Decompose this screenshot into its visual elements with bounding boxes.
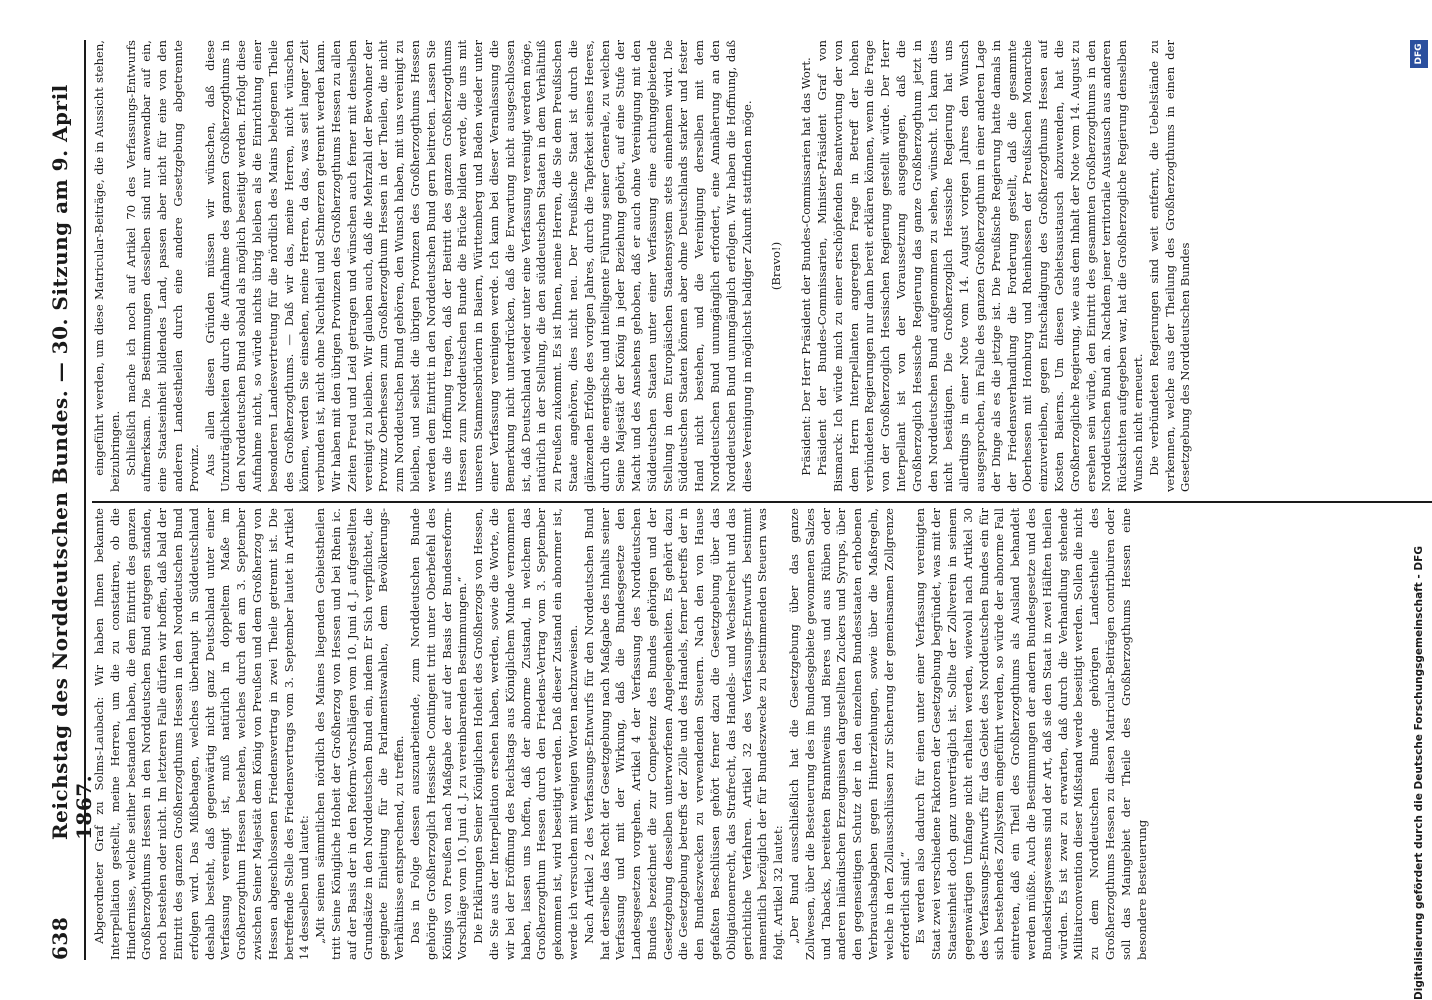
page-number: 638 [48, 916, 72, 960]
right-column [92, 40, 1432, 492]
paragraph: Das in Folge dessen auszuarbeitende, zum Norddeutschen Bunde gehörige Großherzoglich Hessische Contingent tritt unter Oberbefehl des Königs von Preußen nach Maßgabe der auf der Basis der Bundesreform-Vorschläge vom 10. Juni d. J. zu vereinbarenden Bestimmungen.“ [407, 508, 470, 960]
paragraph: Die Erklärungen Seiner Königlichen Hoheit des Großherzogs von Hessen, die Sie aus der Interpellation ersehen haben, werden, sowie die Worte, die wir bei der Eröffnung des Reichstags aus Königlichem Munde vernommen haben, lassen uns hoffen, daß der abnorme Zustand, in welchem das Großherzogthum Hessen durch den Friedens-Vertrag vom 3. September gekommen ist, wird beseitigt werden. Daß dieser Zustand ein abnormer ist, werde ich versuchen mit wenigen Worten nachzuweisen. [471, 508, 580, 960]
running-title: Reichstag des Norddeutschen Bundes. — 30. Sitzung am 9. April 1867. [48, 84, 96, 840]
paragraph: Nach Artikel 2 des Verfassungs-Entwurfs für den Norddeutschen Bund hat derselbe das Recht der Gesetzgebung nach Maßgabe des Inhalts seiner Verfassung und mit der Wirkung, daß die Bundesgesetze den Landesgesetzen vorgehen. Artikel 4 der Verfassung des Norddeutschen Bundes bezeichnet die zur Competenz des Bundes gehörigen und der Gesetzgebung desselben unterworfenen Angelegenheiten. Es gehört dazu die Gesetzgebung betreffs der Zölle und des Handels, ferner betreffs der in den Bundeszwecken zu verwendenden Steuern. Nach den von Hause gefaßten Beschlüssen gehört ferner dazu die Gesetzgebung über das Obligationenrecht, das Strafrecht, das Handels- und Wechselrecht und das gerichtliche Verfahren. Artikel 32 des Verfassungs-Entwurfs bestimmt namentlich bezüglich der für Bundeszwecke zu bestimmenden Steuern was folgt. Artikel 32 lautet: [581, 508, 786, 960]
paragraph: „Mit seinen sämmtlichen nördlich des Maines liegenden Gebietstheilen tritt Seine Königliche Hoheit der Großherzog von Hessen und bei Rhein ic. auf der Basis der in den Reform-Vorschlägen vom 10. Juni d. J. aufgestellten Grundsätze in den Norddeutschen Bund ein, indem Er Sich verpflichtet, die geeignete Einleitung für die Parlamentswahlen, dem Bevölkerungs-Verhältnisse entsprechend, zu treffen. [313, 508, 407, 960]
left-column [92, 508, 1432, 960]
paragraph: Die verbündeten Regierungen sind weit entfernt, die Uebelstände zu verkennen, welche aus der Theilung des Großherzogthums in einen der Gesetzgebung des Norddeutschen Bundes [1146, 40, 1193, 492]
digitization-watermark [1410, 40, 1428, 1000]
page-header [48, 40, 96, 960]
applause-note: (Bravo!) [769, 241, 784, 291]
paragraph: Es werden also dadurch für einen unter einer Verfassung vereinigten Staat zwei verschiedene Faktoren der Gesetzgebung begründet, was mit der Staatseinheit doch ganz unverträglich ist. Sollte der Zollverein in seinem gegenwärtigen Umfange nicht erhalten werden, wiewohl nach Artikel 30 des Verfassungs-Entwurfs für das Gebiet des Norddeutschen Bundes ein für sich bestehendes Zollsystem eingeführt werden, so würde der abnorme Fall eintreten, daß ein Theil des Großherzogthums als Ausland behandelt werden müßte. Auch die Bestimmungen der andern Bundesgesetze und des Bundeskriegswesens sind der Art, daß sie den Staat in zwei Hälften theilen würden. Es ist zwar zu erwarten, daß durch die Verhandlung stehende Militairconvention dieser Mißstand werde beseitigt werden. Sollen die nicht zu dem Norddeutschen Bunde gehörigen Landestheile des Großherzogthums Hessen zu diesen Matricular-Beiträgen contribuiren oder soll das Maingebiet der Theile des Großherzogthums Hessen eine besondere Besteuerung [913, 508, 1149, 960]
paragraph: Schließlich mache ich noch auf Artikel 70 des Verfassungs-Entwurfs aufmerksam. Die Bestimmungen desselben sind nur anwendbar auf ein, eine Staatseinheit bildendes Land, passen aber nicht für eine von den anderen Landestheilen durch eine andere Gesetzgebung abgetrennte Provinz. [123, 40, 201, 492]
paragraph: Abgeordneter Graf zu Solms-Laubach: Wir haben Ihnen bekannte Interpellation gestellt, meine Herren, um die zu constatiren, ob die Hindernisse, welche seither bestanden haben, die dem Eintritt des ganzen Großherzogthums Hessen in den Norddeutschen Bund entgegen standen, noch bestehen oder nicht. Im letzteren Falle dürfen wir hoffen, daß bald der Eintritt des ganzen Großherzogthums Hessen in den Norddeutschen Bund erfolgen wird. Das Mißbehagen, welches überhaupt in Süddeutschland deshalb besteht, daß gegenwärtig nicht ganz Deutschland unter einer Verfassung vereinigt ist, muß natürlich in doppeltem Maße im Großherzogthum Hessen bestehen, welches durch den am 3. September zwischen Seiner Majestät dem König von Preußen und dem Großherzog von Hessen abgeschlossenen Friedensvertrag in zwei Theile getrennt ist. Die betreffende Stelle des Friedensvertrags vom 3. September lautet in Artikel 14 desselben und lautet: [92, 508, 312, 960]
paragraph: Präsident der Bundes-Commissarien, Minister-Präsident Graf von Bismarck: Ich würde mich zu einer erschöpfenden Beantwortung der von dem Herrn Interpellanten angeregten Frage in Betreff der hohen verbündeten Regierungen nur dann bereit erklären können, wenn die Frage von der Großherzoglich Hessischen Regierung gestellt würde. Der Herr Interpellant ist von der Voraussetzung ausgegangen, daß die Großherzoglich Hessische Regierung das ganze Großherzogthum jetzt in den Norddeutschen Bund aufgenommen zu sehen, wünscht. Ich kann dies nicht bestätigen. Die Großherzoglich Hessische Regierung hat uns allerdings in einer Note vom 14. August vorigen Jahres den Wunsch ausgesprochen, im Falle des ganzen Großherzogthum in einer anderen Lage der Dinge als es die jetzige ist. Die Preußische Regierung hatte damals in der Friedensverhandlung die Forderung gestellt, daß die gesammte Oberhessen mit Homburg und Rheinhessen der Preußischen Monarchie einzuverleiben, gegen Entschädigung des Großherzogthums Hessen auf Kosten Baierns. Um diesen Gebietsaustausch abzuwenden, hat die Großherzogliche Regierung, wie aus dem Inhalt der Note vom 14. August zu ersehen sein würde, den Eintritt des gesammten Großherzogthums in den Norddeutschen Bund an. Nachdem jener territoriale Austausch aus anderen Rücksichten aufgegeben war, hat die Großherzogliche Regierung denselben Wunsch nicht erneuert. [815, 40, 1145, 492]
dfg-logo-label: DFG [1414, 43, 1424, 65]
watermark-text: Digitalisierung gefördert durch die Deutsche Forschungsgemeinschaft - DFG [1413, 546, 1425, 1000]
speaker-paragraph: Präsident: Der Herr Präsident der Bundes-Commissarien hat das Wort. [799, 57, 814, 476]
column-divider [92, 501, 1432, 503]
paragraph: „Der Bund ausschließlich hat die Gesetzgebung über das ganze Zollwesen, über die Besteuerung des im Bundesgebiete gewonnenen Salzes und Tabacks, bereiteten Branntweins und Bieres und aus Rüben oder anderen inländischen Erzeugnissen dargestellten Zuckers und Syrups, über den gegenseitigen Schutz der in den einzelnen Bundesstaaten erhobenen Verbrauchsabgaben gegen Hinterziehungen, sowie über die Maßregeln, welche in den Zollausschlüssen zur Sicherung der gemeinsamen Zollgrenze erforderlich sind.“ [787, 508, 912, 960]
paragraph: eingeführt werden, um diese Matricular-Beiträge, die in Aussicht stehen, beizubringen. [92, 40, 122, 492]
paragraph: Aus allen diesen Gründen müssen wir wünschen, daß diese Unzuträglichkeiten durch die Aufnahme des ganzen Großherzogthums in den Norddeutschen Bund sobald als möglich beseitigt werden. Erfolgt diese Aufnahme nicht, so würde nichts übrig bleiben als die Einrichtung einer besonderen Landesvertretung für die nördlich des Mains belegenen Theile des Großherzogthums. — Daß wir das, meine Herren, nicht wünschen können, werden Sie einsehen, meine Herren, da das, was seit langer Zeit verbunden ist, nicht ohne Nachtheil und Schmerzen getrennt werden kann. Wir haben mit den übrigen Provinzen des Großherzogthums Hessen zu allen Zeiten Freud und Leid getragen und wünschen auch ferner mit denselben vereinigt zu bleiben. Wir glauben auch, daß die Mehrzahl der Bewohner der Provinz Oberhessen zum Großherzogthum Hessen in der Theilen, die nicht zum Norddeutschen Bund gehören, den Wunsch haben, mit uns vereinigt zu bleiben, und selbst die übrigen Provinzen des Großherzogthums Hessen werden dem Eintritt in den Norddeutschen Bund gern beitreten. Lassen Sie uns die Hoffnung tragen, daß der Beitritt des ganzen Großherzogthums Hessen zum Norddeutschen Bunde die Brücke bilden werde, die uns mit unseren Stammesbrüdern in Baiern, Württemberg und Baden wieder unter einer Verfassung vereinigen werde. Ich kann bei dieser Veranlassung die Bemerkung nicht unterdrücken, daß die Erwartung nicht ausgeschlossen ist, daß Deutschland wieder unter eine Verfassung vereinigt werden möge, natürlich in der Stellung, die den süddeutschen Staaten in dem Verhältniß zu Preußen zukommt. Es ist Ihnen, meine Herren, die Sie dem Preußischen Staate angehören, dies nicht neu. Der Preußische Staat ist durch die glänzenden Erfolge des vorigen Jahres, durch die Tapferkeit seines Heeres, durch die energische und intelligente Führung seiner Generale, zu welchen Seine Majestät der König in jeder Beziehung gehört, auf eine Stufe der Macht und des Ansehens gehoben, daß er auch ohne Vereinigung mit den Süddeutschen Staaten unter einer Verfassung eine achtunggebietende Stellung in dem Europäischen Staatensystem stets einnehmen wird. Die Süddeutschen Staaten können aber ohne Deutschlands starker und fester Hand nicht bestehen, und die Vereinigung derselben mit dem Norddeutschen Bund unumgänglich erfordert, eine Annäherung an den Norddeutschen Bund unumgänglich erfolgen. Wir haben die Hoffnung, daß diese Vereinigung in möglichst baldiger Zukunft stattfinden möge. [202, 40, 754, 492]
header-rule [84, 40, 86, 960]
